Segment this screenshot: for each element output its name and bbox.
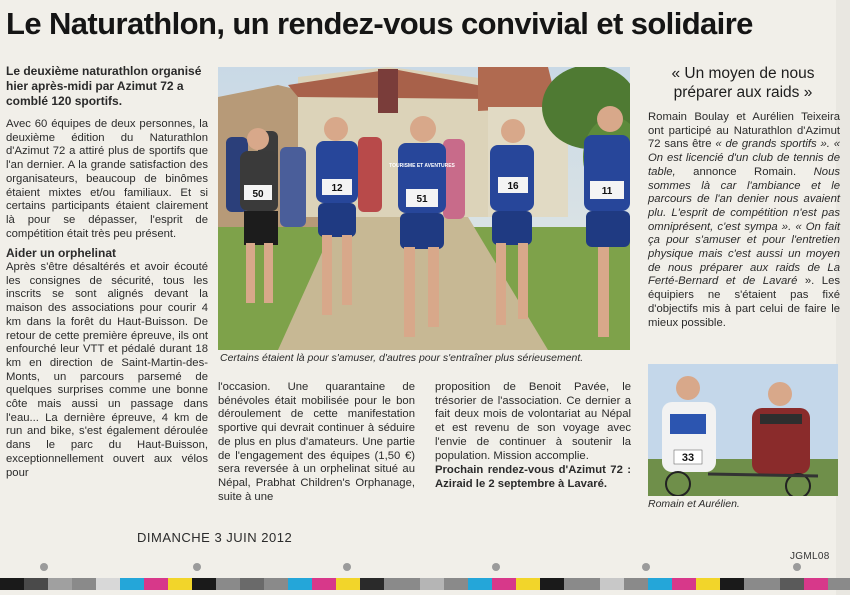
sidebar-text [648,111,840,330]
runners-illustration [218,67,630,350]
subheading: Aider un orphelinat [6,246,117,261]
quote-segment: Nous sommes là car l'ambiance et le parcours de l'an denier nous avaient plu. L'esprit de compétition n'est pas omniprésent, c'est sympa ». « On fait ça pour s'amuser et pour l'entretien physique mais c'est aussi un moyen de nous préparer aux raids de La Ferté-Bernard et de Lavaré [648,165,840,288]
bib-number: 11 [601,186,613,197]
registration-marks-svg [0,555,850,577]
paragraph: proposition de Benoit Pavée, le trésorier de l'association. Ce dernier a fait deux mois de volontariat au Népal et est revenu de son voyage avec l'envie de continuer à soutenir la population. Mission accomplie. [435,381,631,462]
color-calibration-bar [0,577,850,589]
article-column-3 [435,381,631,492]
headline: Le Naturathlon, un rendez-vous convivial et solidaire [6,6,753,41]
cyclists-photo [648,364,838,496]
scan-signature: JGML08 [790,551,830,562]
lead-paragraph: Le deuxième naturathlon organisé hier après-midi par Azimut 72 a comblé 120 sportifs. [6,64,202,108]
cyclists-illustration [648,364,838,496]
paragraph: Avec 60 équipes de deux personnes, la deuxième édition du Naturathlon d'Azimut 72 a attiré plus de sportifs que l'an dernier. A la grande satisfaction des organisateurs, beaucoup de binômes étaient mixtes et/ou familiaux. Et si certains participants étaient clairement là pour se dépasser, l'esprit de compétition était très peu présent. [6,118,208,240]
paragraph: l'occasion. Une quarantaine de bénévoles était mobilisée pour le bon déroulement de cette manifestation sportive qui devrait continuer à séduire de plus en plus d'amateurs. Une partie de l'engagement des équipes (1,50 €) sera reversée à un orphelinat situé au Népal, Prabhat Children's Orphanage, suite à une [218,381,415,503]
jersey-text: TOURISME ET AVENTURES [389,163,455,169]
bib-number: 51 [416,194,428,205]
article-column-1 [6,118,208,480]
article-column-2 [218,381,415,504]
bib-number: 12 [331,183,343,194]
photo-caption: Certains étaient là pour s'amuser, d'autres pour s'entraîner plus sérieusement. [220,352,584,364]
bib-number: 50 [252,189,264,200]
text-segment: ». Les équipiers ne s'étaient pas fixé d'objectifs mis à part celui de faire le mieux possible. [648,275,840,329]
color-bar-svg [0,578,850,590]
text-segment: annonce Romain. [675,165,814,178]
sidebar-photo-caption: Romain et Aurélien. [648,498,740,510]
race-photo [218,67,630,350]
text-segment: Romain Boulay et Aurélien Teixeira ont participé au Naturathlon d'Azimut 72 sans être [648,111,840,151]
registration-marks [0,555,850,577]
bib-number: 33 [681,452,695,464]
next-event: Prochain rendez-vous d'Azimut 72 : Aziraid le 2 septembre à Lavaré. [435,464,631,490]
bib-number: 16 [507,181,519,192]
paragraph: Après s'être désaltérés et avoir écouté les consignes de sécurité, tous les inscrits se sont alignés devant la maison des associations pour courir 4 km dans la forêt du Haut-Buisson. De retour de cette première épreuve, ils ont enfourché leur VTT et pédalé durant 18 km en direction de Saint-Martin-des-Monts, un parcours parsemé de quelques surprises comme une bonne côte mais aussi un passage dans l'eau... La dernière épreuve, 4 km de run and bike, s'est également déroulée dans le parc du Haut-Buisson, exceptionnellement ouvert aux vélos pour [6,261,208,479]
publication-date: DIMANCHE 3 JUIN 2012 [137,530,293,545]
quote-segment: « de grands sportifs ». « On est licencié d'un club de tennis de table, [648,138,841,178]
sidebar-title: « Un moyen de nous préparer aux raids » [671,65,815,101]
